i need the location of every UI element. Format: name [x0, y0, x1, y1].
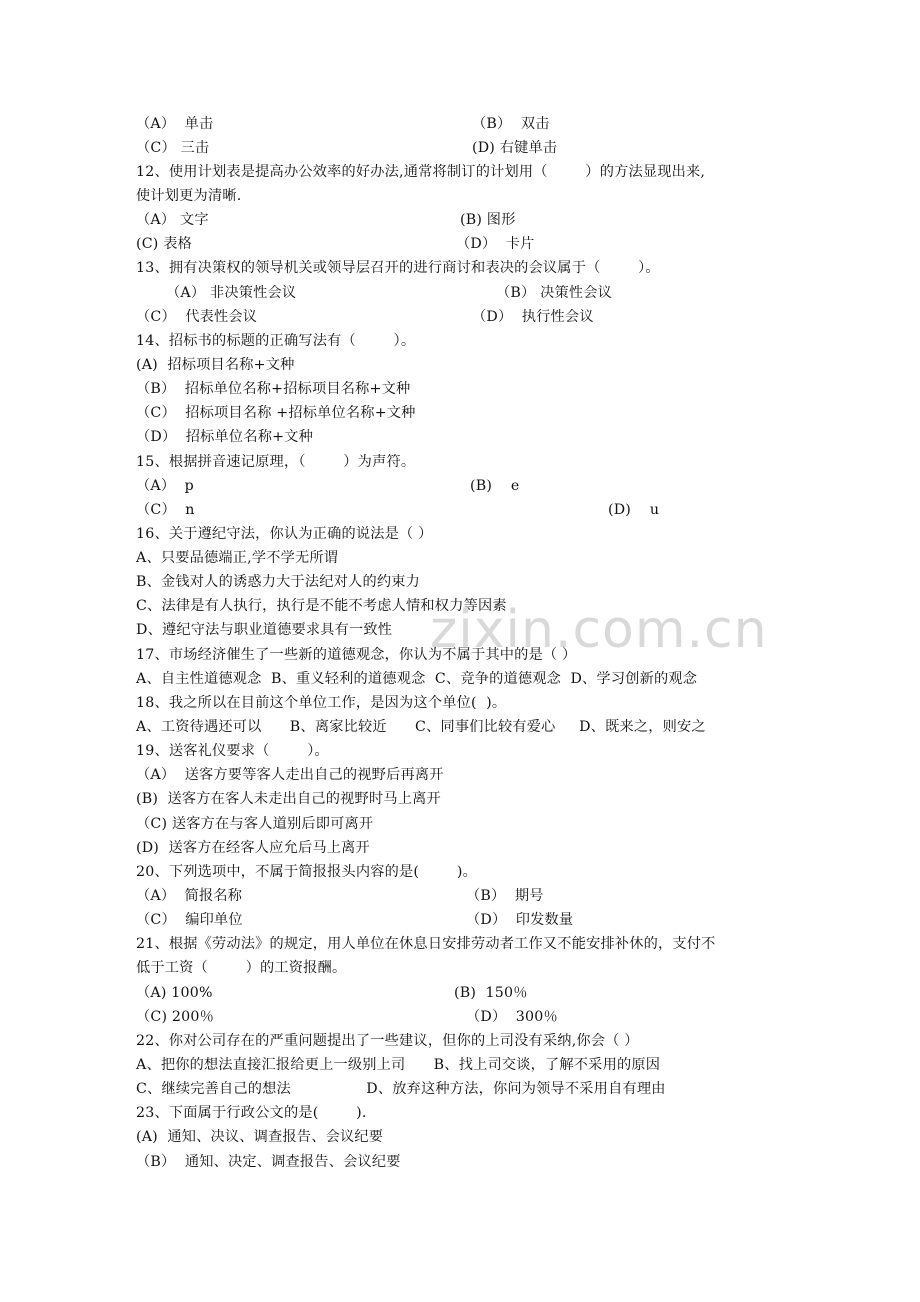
option-line: (A) 招标项目名称+文种 — [136, 357, 295, 373]
option-line: （C） n — [136, 502, 195, 518]
question-line: 23、下面属于行政公文的是( ). — [136, 1105, 367, 1121]
option-line: C、继续完善自己的想法 D、放弃这种方法，你问为领导不采用自有理由 — [136, 1081, 666, 1097]
option-line: （B） 期号 — [466, 888, 544, 904]
question-line: 20、下列选项中，不属于简报报头内容的是( )。 — [136, 864, 477, 880]
option-line: （C) 200％ — [136, 1009, 214, 1025]
question-line: 13、拥有决策权的领导机关或领导层召开的进行商讨和表决的会议属于（ ）。 — [136, 260, 660, 276]
option-line: （B） 通知、决定、调查报告、会议纪要 — [136, 1154, 401, 1170]
question-line: 18、我之所以在目前这个单位工作，是因为这个单位( )。 — [136, 695, 507, 711]
option-line: B、金钱对人的诱惑力大于法纪对人的约束力 — [136, 574, 420, 590]
question-line: 19、送客礼仪要求（ ）。 — [136, 743, 329, 759]
option-line: （C） 代表性会议 — [136, 309, 258, 325]
option-line: （B） 决策性会议 — [496, 285, 613, 301]
option-line: A、工资待遇还可以 B、离家比较近 C、同事们比较有爱心 D、既来之，则安之 — [136, 719, 706, 735]
option-line: C、法律是有人执行，执行是不能不考虑人情和权力等因素 — [136, 598, 507, 614]
question-line: 22、你对公司存在的严重问题提出了一些建议，但你的上司没有采纳,你会（ ） — [136, 1033, 639, 1049]
option-line: （C） 招标项目名称 +招标单位名称+文种 — [136, 405, 416, 421]
question-line: 16、关于遵纪守法，你认为正确的说法是（ ） — [136, 526, 433, 542]
question-line: 15、根据拼音速记原理，（ ）为声符。 — [136, 454, 416, 470]
option-line: (B) 送客方在客人未走出自己的视野时马上离开 — [136, 791, 441, 807]
option-line: （C） 三击 — [136, 140, 210, 156]
option-line: (B) 图形 — [460, 212, 516, 228]
option-line: （A） 简报名称 — [136, 888, 243, 904]
option-line: （A） 文字 — [136, 212, 209, 228]
question-line: 17、市场经济催生了一些新的道德观念，你认为不属于其中的是（ ） — [136, 647, 577, 663]
question-line: 14、招标书的标题的正确写法有（ ）。 — [136, 333, 416, 349]
watermark: zixin.com.cn — [430, 600, 768, 660]
option-line: （D） 印发数量 — [466, 912, 574, 928]
option-line: （D） 卡片 — [456, 236, 535, 252]
question-line: 21、根据《劳动法》的规定，用人单位在休息日安排劳动者工作又不能安排补休的，支付不 — [136, 936, 716, 952]
option-line: （C） 编印单位 — [136, 912, 243, 928]
option-line: （B） 双击 — [472, 116, 550, 132]
option-line: A、自主性道德观念 B、重义轻利的道德观念 C、竞争的道德观念 D、学习创新的观念 — [136, 671, 698, 687]
option-line: （A） p — [136, 478, 194, 494]
option-line: （A） 单击 — [136, 116, 214, 132]
question-line: 使计划更为清晰. — [136, 188, 242, 204]
option-line: （D） 300％ — [466, 1009, 558, 1025]
question-line: 低于工资（ ）的工资报酬。 — [136, 960, 347, 976]
option-line: （A） 送客方要等客人走出自己的视野后再离开 — [136, 767, 444, 783]
option-line: (C) 表格 — [136, 236, 193, 252]
option-line: （B） 招标单位名称+招标项目名称+文种 — [136, 381, 411, 397]
option-line: (A) 通知、决议、调查报告、会议纪要 — [136, 1129, 384, 1145]
option-line: （A） 非决策性会议 — [166, 285, 297, 301]
option-line: D、遵纪守法与职业道德要求具有一致性 — [136, 622, 393, 638]
option-line: （D） 招标单位名称+文种 — [136, 429, 313, 445]
option-line: (D) 右键单击 — [472, 140, 558, 156]
option-line: （C) 送客方在与客人道别后即可离开 — [136, 816, 374, 832]
question-line: 12、使用计划表是提高办公效率的好办法,通常将制订的计划用（ ）的方法显现出来, — [136, 164, 706, 180]
option-line: （A) 100% — [136, 985, 213, 1001]
option-line: (B) e — [470, 478, 520, 494]
option-line: (D) u — [608, 502, 660, 518]
option-line: A、把你的想法直接汇报给更上一级别上司 B、找上司交谈，了解不采用的原因 — [136, 1057, 661, 1073]
option-line: (B) 150％ — [454, 985, 528, 1001]
option-line: (D) 送客方在经客人应允后马上离开 — [136, 840, 370, 856]
option-line: （D） 执行性会议 — [472, 309, 594, 325]
option-line: A、只要品德端正,学不学无所谓 — [136, 550, 339, 566]
